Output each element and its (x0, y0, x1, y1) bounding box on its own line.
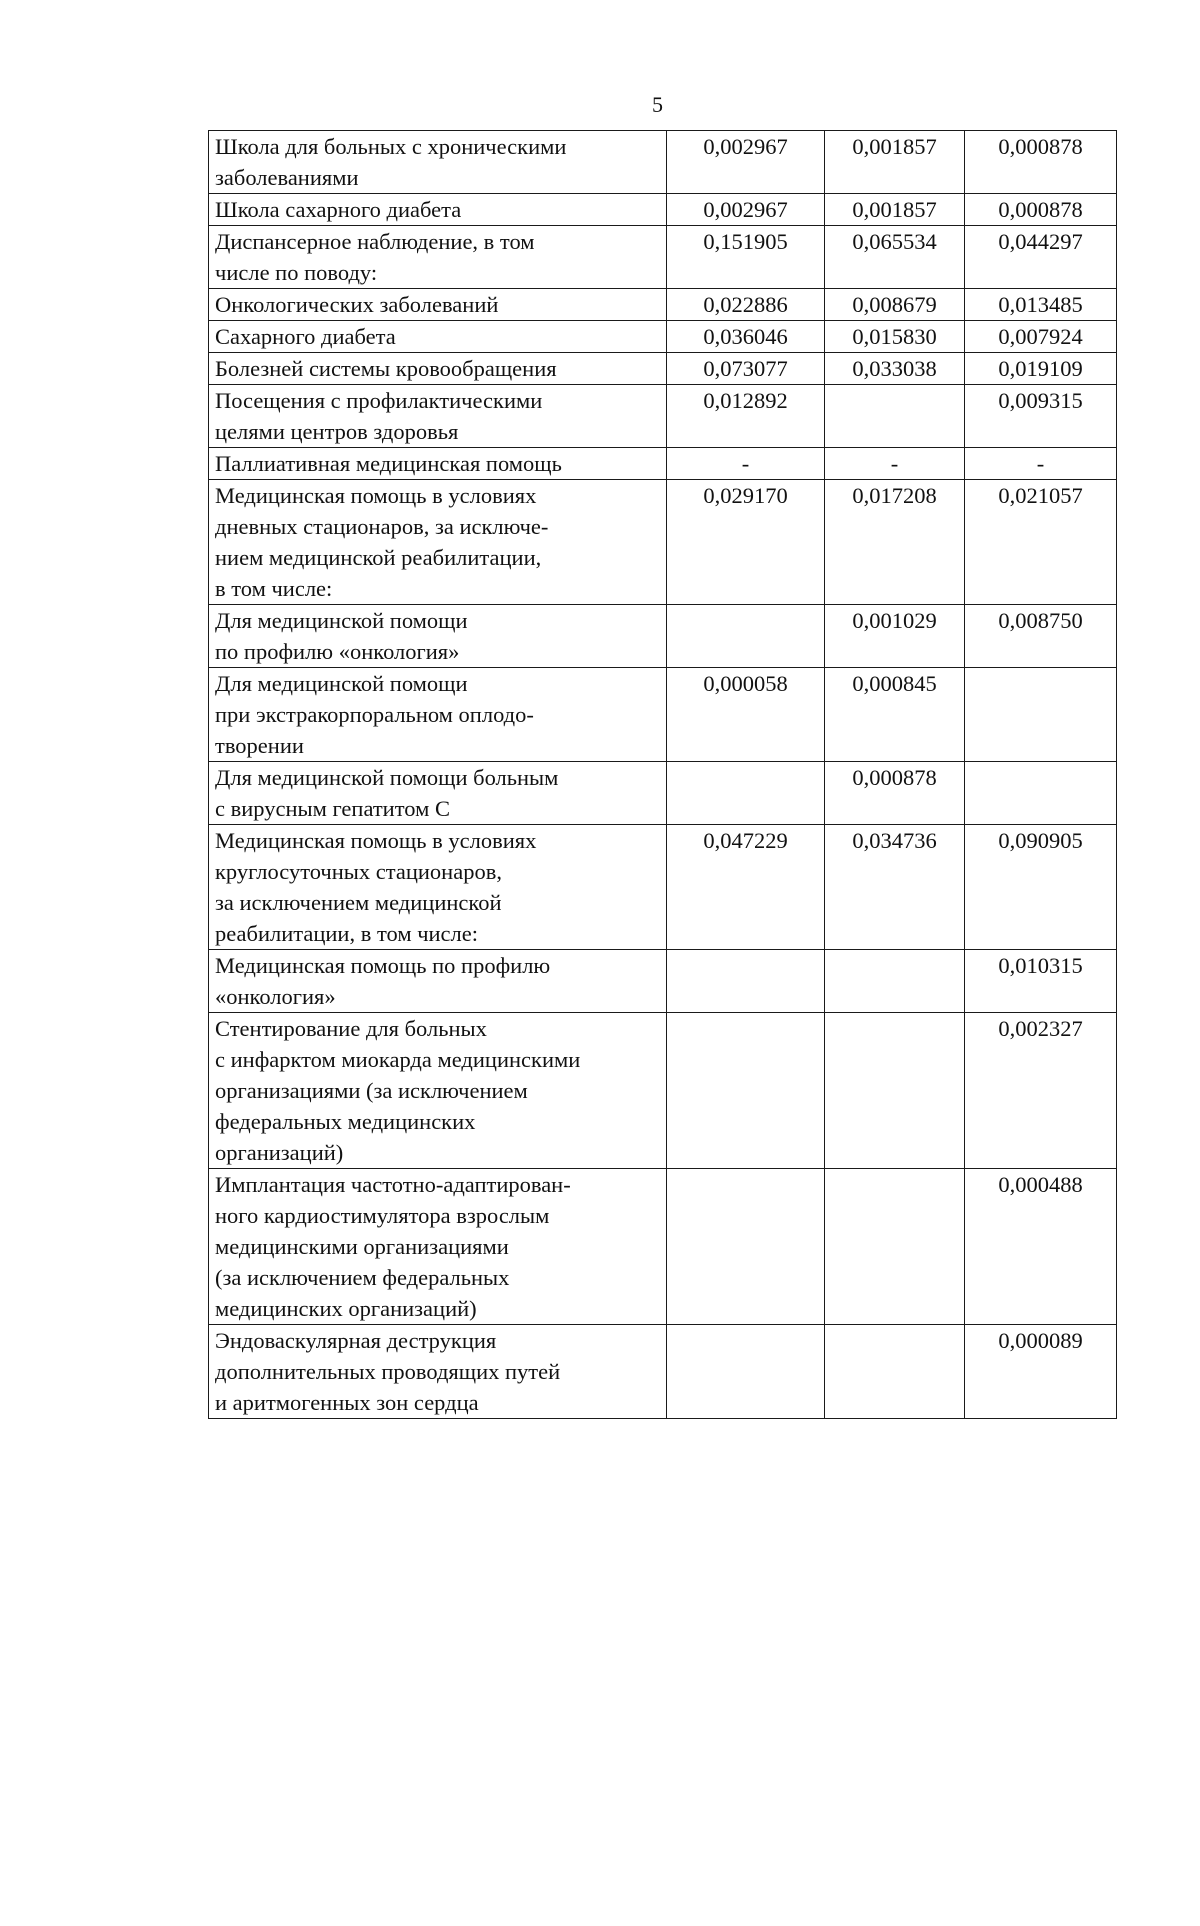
value-cell-1: 0,047229 (667, 825, 825, 950)
value-cell-3: 0,002327 (965, 1013, 1117, 1169)
table-row (209, 321, 1117, 353)
row-label: Медицинская помощь в условиях круглосуточных стационаров, за исключением медицинской реабилитации, в том числе: (209, 825, 667, 950)
value-cell-2 (825, 385, 965, 448)
row-label: Медицинская помощь по профилю «онкология» (209, 950, 667, 1013)
value-cell-1: 0,002967 (667, 131, 825, 194)
value-cell-1 (667, 1013, 825, 1169)
value-cell-2 (825, 950, 965, 1013)
value-cell-3: - (965, 448, 1117, 480)
value-cell-2 (825, 1013, 965, 1169)
value-cell-1 (667, 1325, 825, 1419)
value-cell-2: 0,065534 (825, 226, 965, 289)
value-cell-1: 0,022886 (667, 289, 825, 321)
value-cell-3: 0,000488 (965, 1169, 1117, 1325)
value-cell-2 (825, 1325, 965, 1419)
value-cell-3: 0,008750 (965, 605, 1117, 668)
table-row (209, 1169, 1117, 1325)
page-number: 5 (652, 92, 663, 117)
row-label: Посещения с профилактическими целями центров здоровья (209, 385, 667, 448)
data-table (208, 130, 1117, 1419)
value-cell-2: 0,017208 (825, 480, 965, 605)
table-row (209, 289, 1117, 321)
value-cell-3: 0,090905 (965, 825, 1117, 950)
value-cell-2: 0,001029 (825, 605, 965, 668)
table-row (209, 226, 1117, 289)
value-cell-3: 0,000878 (965, 194, 1117, 226)
row-label: Медицинская помощь в условиях дневных стационаров, за исключе- нием медицинской реабилитации, в том числе: (209, 480, 667, 605)
row-label: Эндоваскулярная деструкция дополнительных проводящих путей и аритмогенных зон сердца (209, 1325, 667, 1419)
value-cell-2: 0,008679 (825, 289, 965, 321)
row-label: Для медицинской помощи по профилю «онкология» (209, 605, 667, 668)
value-cell-2: 0,000878 (825, 762, 965, 825)
row-label: Паллиативная медицинская помощь (209, 448, 667, 480)
table-row (209, 353, 1117, 385)
row-label: Для медицинской помощи при экстракорпоральном оплодо- творении (209, 668, 667, 762)
value-cell-3: 0,009315 (965, 385, 1117, 448)
value-cell-3: 0,019109 (965, 353, 1117, 385)
value-cell-1: 0,002967 (667, 194, 825, 226)
value-cell-1: - (667, 448, 825, 480)
row-label: Онкологических заболеваний (209, 289, 667, 321)
value-cell-3: 0,044297 (965, 226, 1117, 289)
value-cell-1: 0,073077 (667, 353, 825, 385)
value-cell-3: 0,013485 (965, 289, 1117, 321)
value-cell-1 (667, 1169, 825, 1325)
table-row (209, 668, 1117, 762)
value-cell-3: 0,000878 (965, 131, 1117, 194)
value-cell-1: 0,012892 (667, 385, 825, 448)
table-row (209, 480, 1117, 605)
value-cell-3: 0,007924 (965, 321, 1117, 353)
value-cell-1: 0,029170 (667, 480, 825, 605)
table-row (209, 448, 1117, 480)
row-label: Имплантация частотно-адаптирован- ного кардиостимулятора взрослым медицинскими организациями (за исключением федеральных медицинских организаций) (209, 1169, 667, 1325)
row-label: Школа сахарного диабета (209, 194, 667, 226)
table-row (209, 385, 1117, 448)
table-row (209, 1013, 1117, 1169)
value-cell-3: 0,000089 (965, 1325, 1117, 1419)
value-cell-2: 0,033038 (825, 353, 965, 385)
value-cell-1 (667, 605, 825, 668)
value-cell-1: 0,151905 (667, 226, 825, 289)
value-cell-3: 0,021057 (965, 480, 1117, 605)
value-cell-2: 0,001857 (825, 194, 965, 226)
value-cell-2: 0,015830 (825, 321, 965, 353)
row-label: Сахарного диабета (209, 321, 667, 353)
table-body (209, 131, 1117, 1419)
row-label: Диспансерное наблюдение, в том числе по поводу: (209, 226, 667, 289)
value-cell-2: 0,034736 (825, 825, 965, 950)
value-cell-2: - (825, 448, 965, 480)
value-cell-1 (667, 762, 825, 825)
value-cell-1: 0,000058 (667, 668, 825, 762)
value-cell-1: 0,036046 (667, 321, 825, 353)
table-row (209, 1325, 1117, 1419)
row-label: Для медицинской помощи больным с вирусным гепатитом С (209, 762, 667, 825)
table-row (209, 762, 1117, 825)
table-row (209, 825, 1117, 950)
table-row (209, 131, 1117, 194)
value-cell-3 (965, 668, 1117, 762)
value-cell-3 (965, 762, 1117, 825)
row-label: Стентирование для больных с инфарктом миокарда медицинскими организациями (за исключением федеральных медицинских организаций) (209, 1013, 667, 1169)
row-label: Школа для больных с хроническими заболеваниями (209, 131, 667, 194)
table-row (209, 194, 1117, 226)
value-cell-2: 0,000845 (825, 668, 965, 762)
row-label: Болезней системы кровообращения (209, 353, 667, 385)
value-cell-3: 0,010315 (965, 950, 1117, 1013)
value-cell-1 (667, 950, 825, 1013)
value-cell-2: 0,001857 (825, 131, 965, 194)
value-cell-2 (825, 1169, 965, 1325)
table-row (209, 950, 1117, 1013)
table-row (209, 605, 1117, 668)
